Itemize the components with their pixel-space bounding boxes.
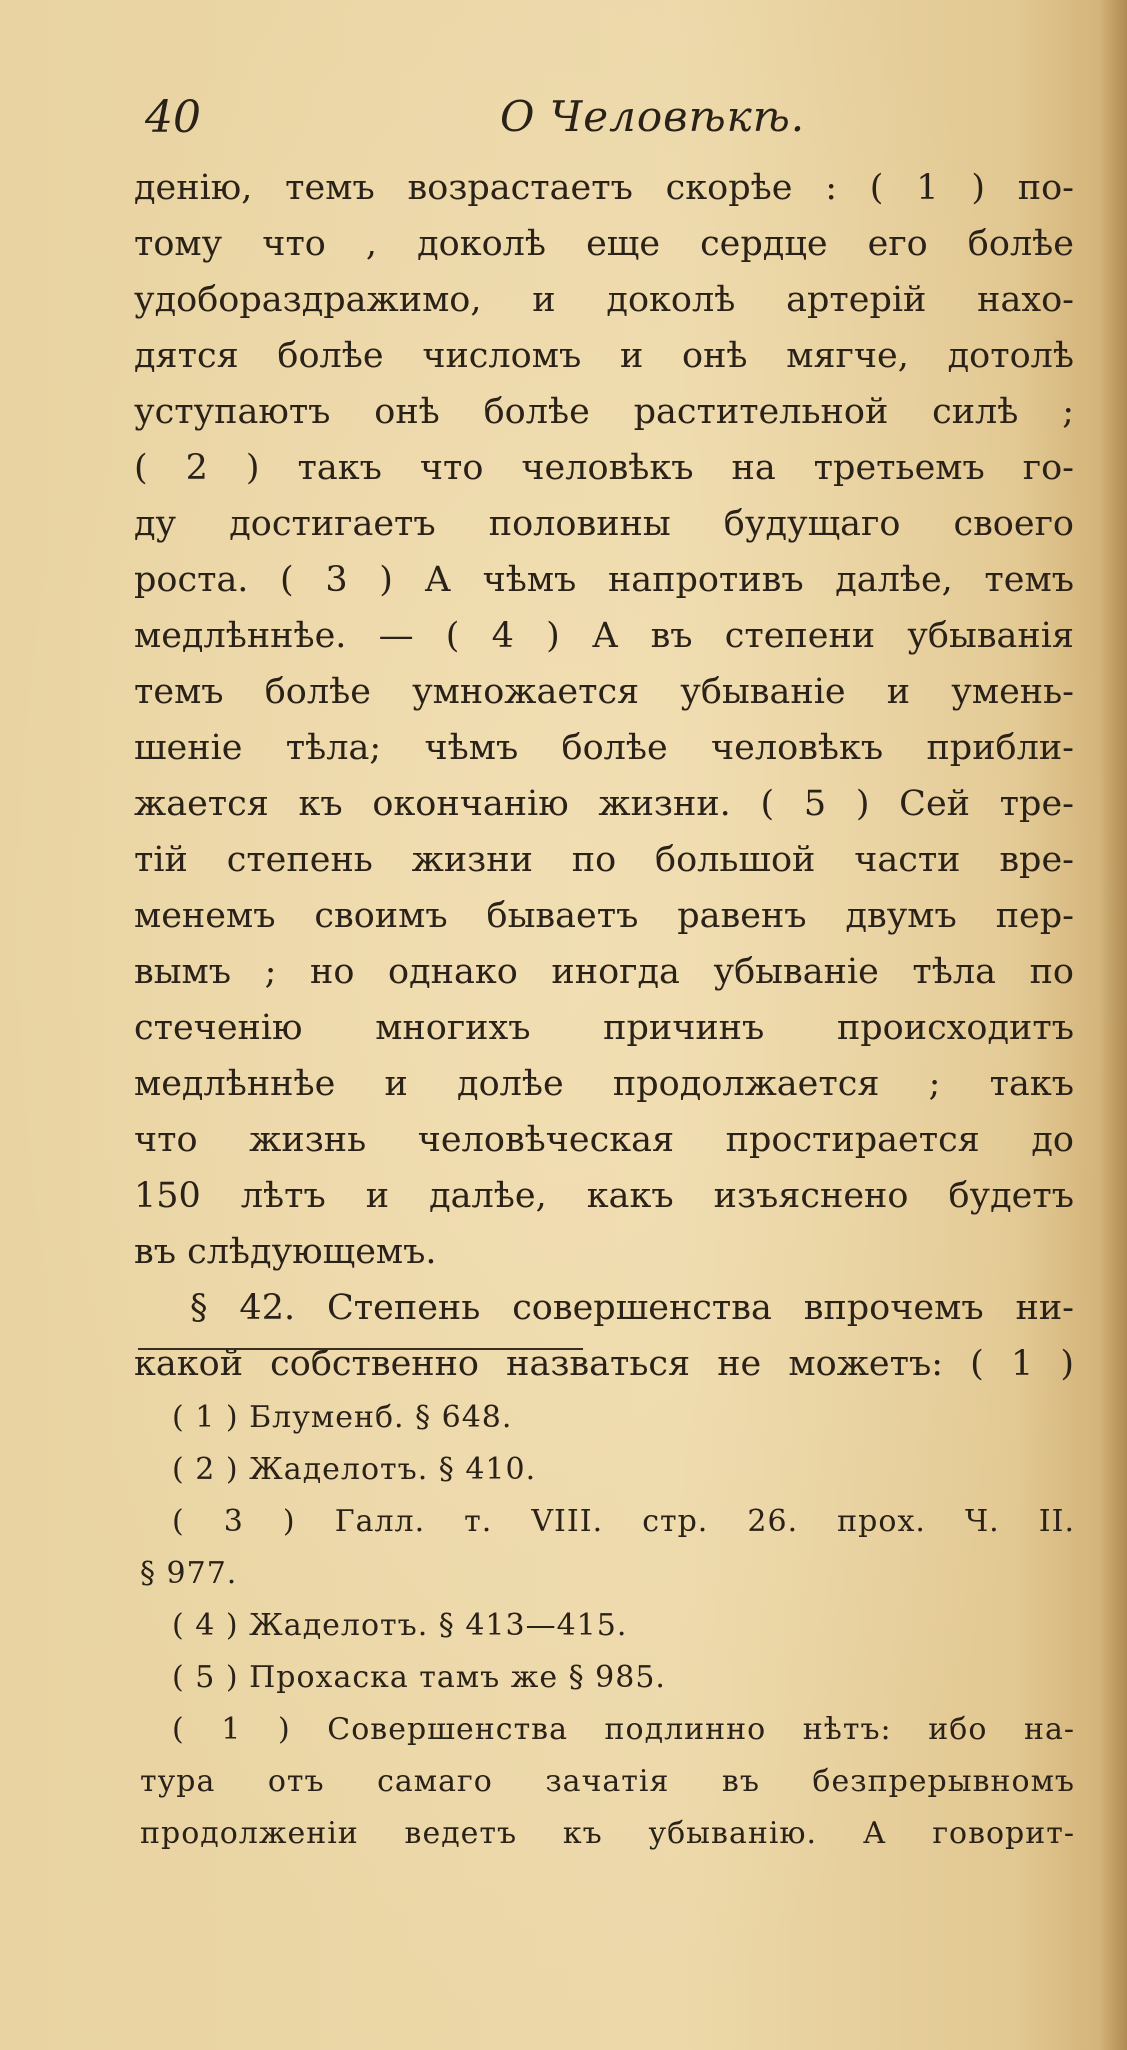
footnote: ( 5 ) Прохаска тамъ же § 985. bbox=[172, 1660, 666, 1695]
footnote: ( 4 ) Жаделотъ. § 413—415. bbox=[172, 1608, 628, 1643]
running-head: О Человѣкѣ. bbox=[500, 92, 806, 141]
page-header bbox=[140, 92, 1070, 152]
text-line: дятся болѣе числомъ и онѣ мягче, дотолѣ bbox=[134, 336, 1074, 376]
footnote-continuation: тура отъ самаго зачатія въ безпрерывномъ bbox=[140, 1764, 1075, 1799]
main-text bbox=[134, 160, 1074, 1392]
text-line: шеніе тѣла; чѣмъ болѣе человѣкъ прибли- bbox=[134, 728, 1074, 768]
text-line: менемъ своимъ бываетъ равенъ двумъ пер- bbox=[134, 896, 1074, 936]
text-line: денію, темъ возрастаетъ скорѣе : ( 1 ) по- bbox=[134, 168, 1074, 208]
footnote: ( 3 ) Галл. т. VIII. стр. 26. прох. Ч. II. bbox=[172, 1504, 1075, 1539]
section-heading-line: § 42. Степень совершенства впрочемъ ни- bbox=[190, 1288, 1074, 1328]
text-line: что жизнь человѣческая простирается до bbox=[134, 1120, 1074, 1160]
text-line: тій степень жизни по большой части вре- bbox=[134, 840, 1074, 880]
text-line: стеченію многихъ причинъ происходитъ bbox=[134, 1008, 1074, 1048]
footnote-continuation: продолженіи ведетъ къ убыванію. А говорит- bbox=[140, 1816, 1075, 1851]
page-number: 40 bbox=[145, 92, 201, 143]
text-line: ду достигаетъ половины будущаго своего bbox=[134, 504, 1074, 544]
page-edge-shadow bbox=[1099, 0, 1127, 2050]
footnote: ( 1 ) Совершенства подлинно нѣтъ: ибо на- bbox=[172, 1712, 1075, 1747]
text-line: медлѣннѣе. — ( 4 ) А въ степени убыванія bbox=[134, 616, 1074, 656]
footnote-rule bbox=[138, 1348, 583, 1350]
footnote-continuation: § 977. bbox=[140, 1556, 238, 1591]
text-line: жается къ окончанію жизни. ( 5 ) Сей тре- bbox=[134, 784, 1074, 824]
footnote: ( 2 ) Жаделотъ. § 410. bbox=[172, 1452, 537, 1487]
text-line: удобораздражимо, и доколѣ артерій нахо- bbox=[134, 280, 1074, 320]
text-line: въ слѣдующемъ. bbox=[134, 1232, 437, 1272]
text-line: ( 2 ) такъ что человѣкъ на третьемъ го- bbox=[134, 448, 1074, 488]
footnote: ( 1 ) Блуменб. § 648. bbox=[172, 1400, 513, 1435]
text-line: роста. ( 3 ) А чѣмъ напротивъ далѣе, темъ bbox=[134, 560, 1074, 600]
text-line: медлѣннѣе и долѣе продолжается ; такъ bbox=[134, 1064, 1074, 1104]
footnotes bbox=[140, 1392, 1075, 1860]
text-line: темъ болѣе умножается убываніе и умень- bbox=[134, 672, 1074, 712]
text-line: вымъ ; но однако иногда убываніе тѣла по bbox=[134, 952, 1074, 992]
text-line: уступаютъ онѣ болѣе растительной силѣ ; bbox=[134, 392, 1074, 432]
text-line: тому что , доколѣ еще сердце его болѣе bbox=[134, 224, 1074, 264]
text-line: 150 лѣтъ и далѣе, какъ изъяснено будетъ bbox=[134, 1176, 1074, 1216]
text-line: какой собственно назваться не можетъ: ( 1 ) bbox=[134, 1344, 1074, 1384]
